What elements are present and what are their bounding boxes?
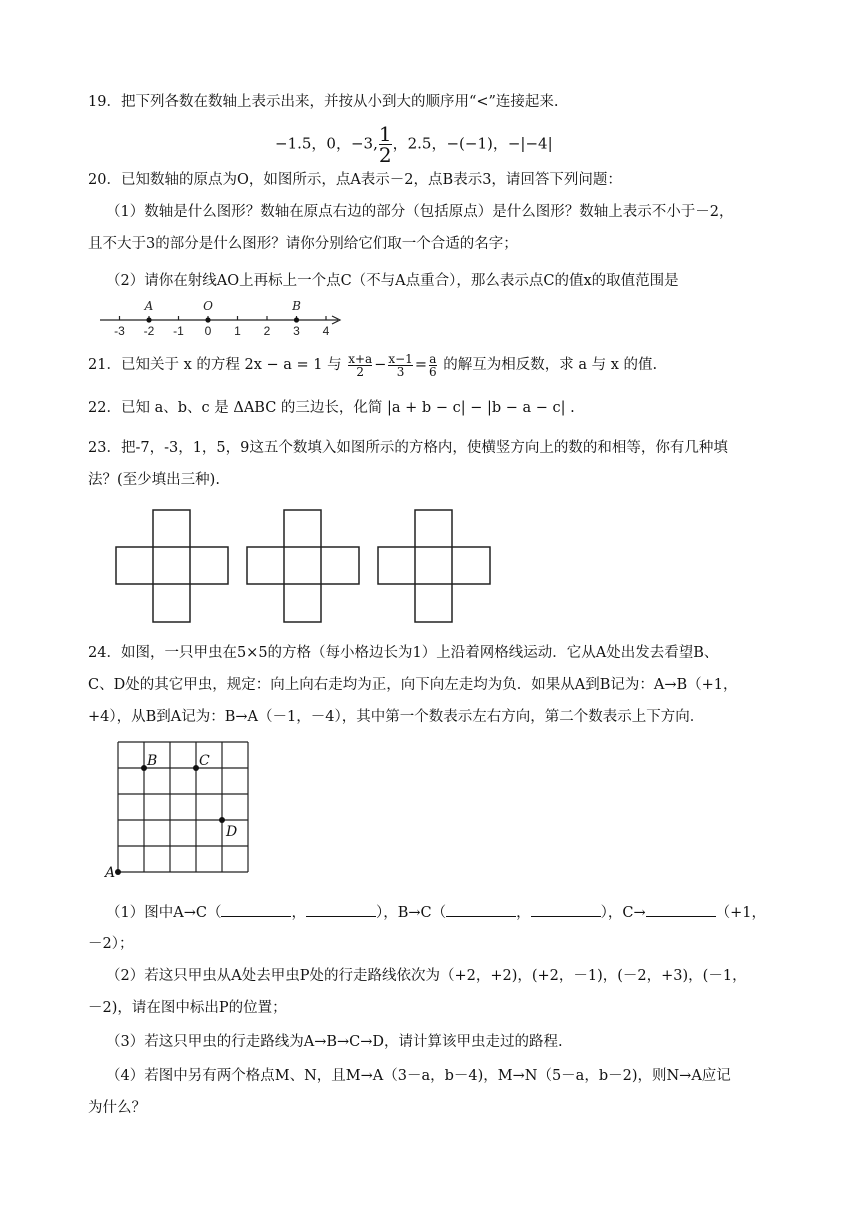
q21-var-a: a [578,357,587,373]
axis-point-label-B: B [292,299,301,313]
q21-frac1 [348,353,372,378]
cross-grid-2 [246,509,360,623]
axis-tick-label: -1 [173,324,184,338]
q21-post: 的解互为相反数，求 [443,357,574,373]
axis-point-A [146,317,151,322]
q19-fraction [379,124,392,165]
q22-triangle: ΔABC [233,400,277,416]
q20-stem: 20．已知数轴的原点为O，如图所示，点A表示－2，点B表示3，请回答下列问题： [88,172,622,188]
q20-part2: （2）请你在射线AO上再标上一个点C（不与A点重合），那么表示点C的值x的取值范围是 [106,273,679,289]
axis-tick-label: -3 [114,324,125,338]
q19-numbers-b: ，2.5，−(−1)，−|−4| [392,134,553,153]
grid-point-label-C: C [199,753,210,769]
grid-point-D [219,817,225,823]
q21-pre: 21．已知关于 [88,357,179,373]
axis-tick-label: -2 [143,324,155,338]
axis-point-label-O: O [203,299,213,313]
grid-point-A [115,869,121,875]
q24-line2: C、D处的其它甲虫，规定：向上向右走均为正，向下向左走均为负．如果从A到B记为：A→B（+1， [88,677,738,693]
axis-tick-label: 0 [204,324,212,338]
q21-frac2 [388,353,412,378]
number-line-figure [96,296,356,340]
q24-part1-d: （+1， [715,905,766,921]
grid-point-label-B: B [147,753,158,769]
q23-line1: 23．把-7，-3，1，5，9这五个数填入如图所示的方格内，使横竖方向上的数的和相等，你有几种填 [88,440,728,456]
q24-part3: （3）若这只甲虫的行走路线为A→B→C→D，请计算该甲虫走过的路程. [106,1034,563,1050]
q24-line3: +4），从B到A记为：B→A（－1，－4），其中第一个数表示左右方向，第二个数表示上下方向． [88,709,705,725]
grid-point-label-A: A [105,865,116,881]
q21-mid2: 与 [327,357,342,373]
q22-vars: a、b、c [154,400,210,416]
q21-var-x: x [183,357,192,373]
q24-comma-1: ， [291,905,306,921]
q21-frac3 [429,353,437,378]
axis-tick-label: 3 [293,324,300,338]
q19-frac-den: 2 [378,143,392,167]
q22-end: . [570,400,575,416]
beetle-grid-figure [98,736,258,886]
q24-part1-b: ），B→C（ [375,905,447,921]
answer-blank-4[interactable] [531,902,601,917]
q20-part1-line2: 且不大于3的部分是什么图形？请你分别给它们取一个合适的名字； [88,236,518,252]
axis-tick-label: 2 [263,324,271,338]
answer-blank-3[interactable] [446,902,516,917]
q24-comma-2: ， [516,905,531,921]
q19-numbers-a: −1.5，0，−3, [275,134,378,153]
answer-blank-2[interactable] [306,902,376,917]
q23-line2: 法？(至少填出三种). [88,472,220,488]
q21-frac2-num: x−1 [388,351,413,366]
q21-and: 与 [591,357,607,373]
q22-expression: |a + b − c| − |b − a − c| [387,400,566,416]
answer-blank-1[interactable] [221,902,291,917]
q24-part4-line1: （4）若图中另有两个格点M、N，且M→A（3－a，b－4)，M→N（5－a，b－2)，则N→A应记 [106,1068,731,1084]
q21-frac1-num: x+a [348,351,373,366]
cross-grid-1 [115,509,229,623]
q22-stem [88,398,575,418]
q24-part1 [106,902,766,923]
answer-blank-5[interactable] [646,902,716,917]
q21-minus: − [374,357,387,373]
axis-tick-label: 4 [322,324,330,338]
q21-stem [88,349,657,381]
q21-frac3-num: a [429,351,437,366]
q21-mid1: 的方程 [196,357,240,373]
axis-point-B [294,317,299,322]
q22-mid: 是 [214,400,229,416]
q21-equation1: 2x − a = 1 [244,357,323,373]
q19-numbers [275,124,553,165]
axis-point-O [205,317,210,322]
q19-frac-num: 1 [378,122,392,146]
grid-point-label-D: D [226,824,238,840]
q24-part2-line2: －2)，请在图中标出P的位置； [88,1000,287,1016]
q21-frac3-den: 6 [428,364,437,379]
axis-tick-label: 1 [234,324,241,338]
q24-part4-line2: 为什么？ [88,1100,146,1116]
q24-part2-line1: （2）若这只甲虫从A处去甲虫P处的行走路线依次为（+2，+2)，(+2，－1)，(－2，+3)，(－1， [106,968,747,984]
q19-stem: 19．把下列各数在数轴上表示出来，并按从小到大的顺序用“<”连接起来. [88,94,559,110]
q21-equals: = [414,357,427,373]
q20-part1-line1: （1）数轴是什么图形？数轴在原点右边的部分（包括原点）是什么图形？数轴上表示不小于－2， [106,204,734,220]
q24-part1-c: ），C→ [600,905,646,921]
q24-part1-cont: －2）； [88,936,134,952]
q24-part1-a: （1）图中A→C（ [106,905,222,921]
q22-pre: 22．已知 [88,400,150,416]
q21-var-x2: x [610,357,619,373]
q22-mid2: 的三边长，化简 [280,400,383,416]
q21-frac1-den: 2 [348,365,372,378]
q21-frac2-den: 3 [388,365,412,378]
q21-end: 的值. [623,357,658,373]
cross-grid-3 [377,509,491,623]
axis-point-label-A: A [144,299,154,313]
q24-line1: 24．如图，一只甲虫在5×5的方格（每小格边长为1）上沿着网格线运动．它从A处出发去看望B、 [88,645,719,661]
